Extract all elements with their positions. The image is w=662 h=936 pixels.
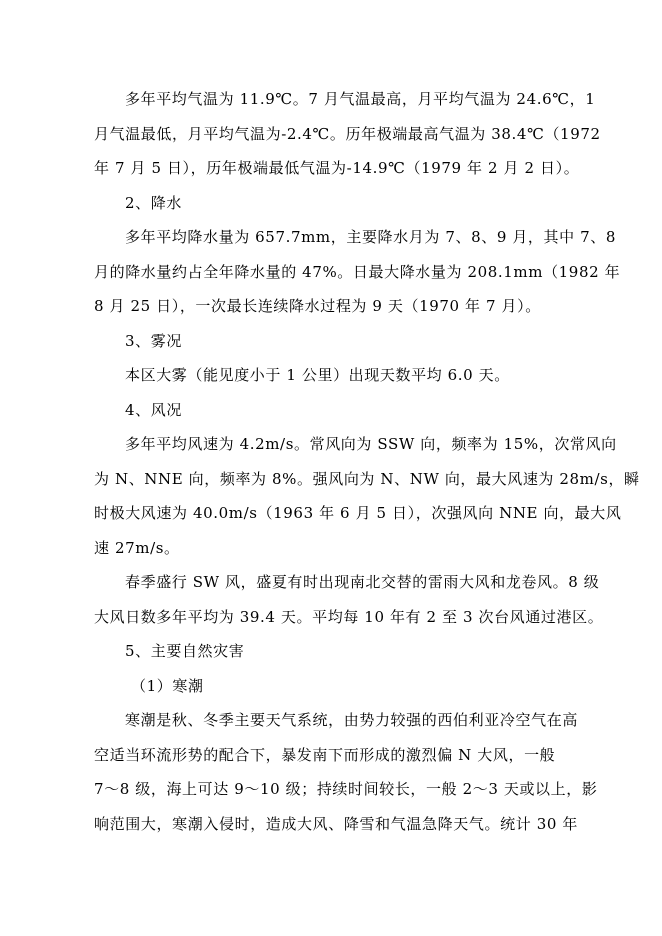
text-line: 春季盛行 SW 风，盛夏有时出现南北交替的雷雨大风和龙卷风。8 级	[125, 573, 600, 591]
text-line: 空适当环流形势的配合下，暴发南下而形成的激烈偏 N 大风，一般	[94, 745, 556, 764]
text-line: 速 27m/s。	[94, 538, 180, 557]
text-line: 大风日数多年平均为 39.4 天。平均每 10 年有 2 至 3 次台风通过港区。	[94, 607, 604, 626]
text-line: 8 月 25 日），一次最长连续降水过程为 9 天（1970 年 7 月）。	[94, 297, 541, 315]
text-line: 7～8 级，海上可达 9～10 级；持续时间较长，一般 2～3 天或以上，影	[94, 780, 598, 798]
text-line: 月的降水量约占全年降水量的 47%。日最大降水量为 208.1mm（1982 年	[94, 262, 621, 281]
text-line: 多年平均降水量为 657.7mm，主要降水月为 7、8、9 月，其中 7、8	[125, 228, 616, 246]
section-heading: 5、主要自然灾害	[125, 642, 245, 660]
text-line: 年 7 月 5 日），历年极端最低气温为-14.9℃（1979 年 2 月 2 日）。	[94, 159, 580, 177]
text-line: 响范围大，寒潮入侵时，造成大风、降雪和气温急降天气。统计 30 年	[94, 814, 578, 833]
section-heading: 2、降水	[125, 193, 182, 212]
section-heading: 4、风况	[125, 400, 182, 419]
text-line: 月气温最低，月平均气温为-2.4℃。历年极端最高气温为 38.4℃（1972	[94, 124, 601, 143]
text-line: 本区大雾（能见度小于 1 公里）出现天数平均 6.0 天。	[125, 366, 510, 384]
text-line: 为 N、NNE 向，频率为 8%。强风向为 N、NW 向，最大风速为 28m/s，瞬	[94, 469, 640, 488]
text-line: 多年平均气温为 11.9℃。7 月气温最高，月平均气温为 24.6℃，1	[125, 90, 596, 108]
text-line: 多年平均风速为 4.2m/s。常风向为 SSW 向，频率为 15%，次常风向	[125, 435, 617, 453]
text-line: 时极大风速为 40.0m/s（1963 年 6 月 5 日），次强风向 NNE 向，最大风	[94, 504, 622, 522]
document-page	[94, 82, 640, 841]
section-heading: 3、雾况	[125, 331, 182, 350]
subsection-heading: （1）寒潮	[131, 676, 204, 695]
text-line: 寒潮是秋、冬季主要天气系统，由势力较强的西伯利亚冷空气在高	[125, 711, 578, 729]
